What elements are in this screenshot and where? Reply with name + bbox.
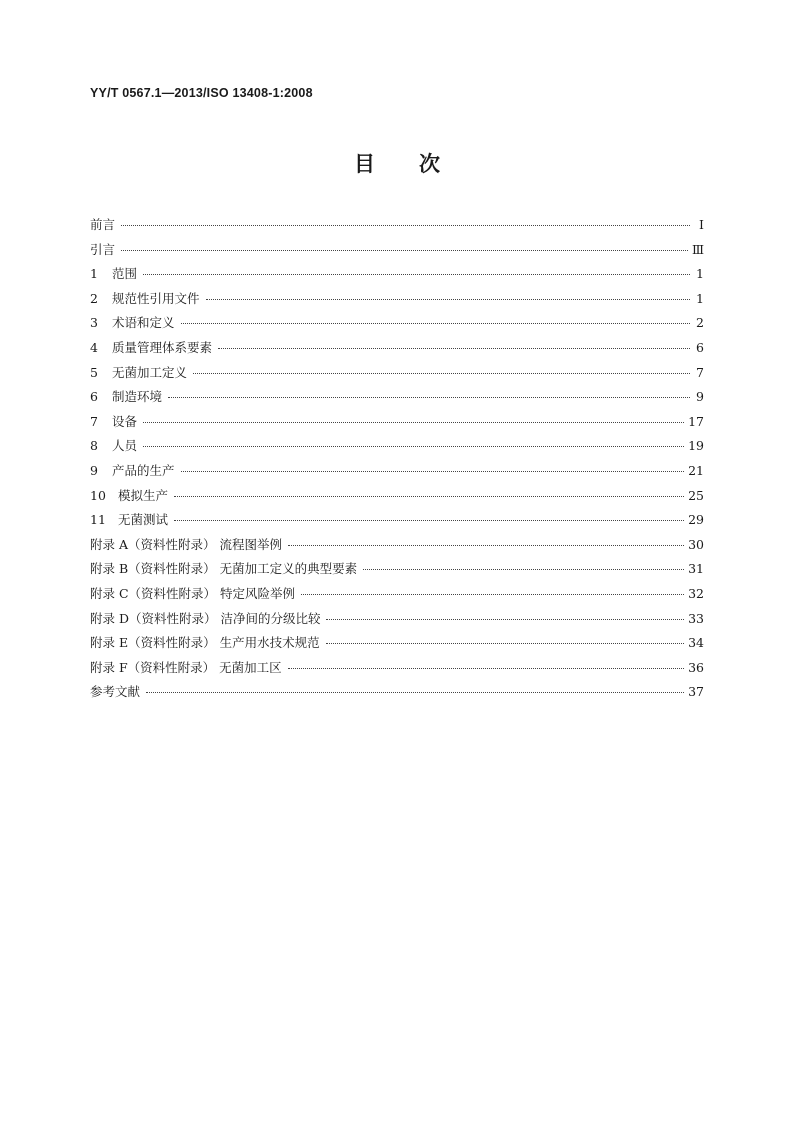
toc-entry-page: 34 <box>688 635 704 651</box>
toc-entry-number: 6 <box>90 389 98 405</box>
toc-leader-dots <box>218 347 690 349</box>
toc-entry-label <box>90 584 295 602</box>
toc-entry-title: 附录 C（资料性附录） 特定风险举例 <box>90 585 296 601</box>
toc-leader-dots <box>143 421 684 423</box>
toc-entry-title: 引言 <box>90 241 116 257</box>
toc-entry-page: 37 <box>688 684 704 700</box>
toc-entry-label <box>90 510 168 528</box>
toc-entry-label <box>90 609 320 627</box>
toc-entry-label <box>90 387 162 405</box>
toc-entry[interactable] <box>90 633 704 658</box>
toc-leader-dots <box>288 544 684 546</box>
toc-entry[interactable] <box>90 313 704 338</box>
toc-entry[interactable] <box>90 461 704 486</box>
toc-entry-number: 3 <box>90 315 98 331</box>
toc-entry-label <box>90 412 137 430</box>
toc-entry-title: 人员 <box>112 438 138 454</box>
toc-entry-page: 29 <box>688 512 704 528</box>
toc-entry[interactable] <box>90 215 704 240</box>
toc-entry[interactable] <box>90 584 704 609</box>
toc-entry[interactable] <box>90 559 704 584</box>
toc-entry-title: 无菌加工定义 <box>112 364 188 380</box>
toc-leader-dots <box>301 593 684 595</box>
toc-entry-title: 附录 B（资料性附录） 无菌加工定义的典型要素 <box>90 561 358 577</box>
toc-leader-dots <box>326 642 685 644</box>
toc-entry-label <box>90 559 357 577</box>
toc-entry-label <box>90 363 187 381</box>
toc-title-part1: 目 <box>354 152 375 176</box>
toc-entry-label <box>90 338 212 356</box>
toc-entry[interactable] <box>90 240 704 265</box>
toc-leader-dots <box>193 372 690 374</box>
toc-entry-page: 9 <box>696 389 704 405</box>
toc-entry-title: 模拟生产 <box>118 487 169 503</box>
toc-entry[interactable] <box>90 264 704 289</box>
toc-entry[interactable] <box>90 436 704 461</box>
toc-entry[interactable] <box>90 535 704 560</box>
toc-entry-number: 11 <box>90 512 106 528</box>
toc-entry[interactable] <box>90 682 704 707</box>
toc-entry-label <box>90 289 200 307</box>
toc-entry-title: 附录 F（资料性附录） 无菌加工区 <box>90 659 282 675</box>
toc-entry-page: Ⅰ <box>699 217 704 232</box>
toc-entry-number: 2 <box>90 290 98 306</box>
toc-entry-number: 10 <box>90 487 106 503</box>
toc-list <box>90 215 704 707</box>
toc-entry-title: 规范性引用文件 <box>112 290 200 306</box>
toc-leader-dots <box>121 249 688 251</box>
toc-entry-page: 31 <box>688 561 704 577</box>
toc-entry[interactable] <box>90 412 704 437</box>
toc-entry-title: 术语和定义 <box>112 315 175 331</box>
toc-entry-page: 6 <box>696 339 704 355</box>
toc-entry-page: 21 <box>688 462 704 478</box>
toc-title-part2: 次 <box>419 152 440 176</box>
toc-entry-page: 32 <box>688 585 704 601</box>
toc-leader-dots <box>174 495 684 497</box>
toc-entry-title: 制造环境 <box>112 389 163 405</box>
toc-entry-title: 质量管理体系要素 <box>112 339 213 355</box>
toc-entry-title: 附录 E（资料性附录） 生产用水技术规范 <box>90 635 320 651</box>
toc-entry-label <box>90 461 175 479</box>
toc-entry-label <box>90 658 282 676</box>
toc-leader-dots <box>326 618 684 620</box>
toc-entry[interactable] <box>90 338 704 363</box>
toc-entry-title: 范围 <box>112 266 138 282</box>
toc-entry-page: 1 <box>696 290 704 306</box>
toc-entry-page: 36 <box>688 659 704 675</box>
toc-entry-title: 无菌测试 <box>118 512 169 528</box>
toc-leader-dots <box>146 691 684 693</box>
toc-entry-page: 25 <box>688 487 704 503</box>
toc-entry-page: 2 <box>696 315 704 331</box>
toc-entry-page: 1 <box>696 266 704 282</box>
toc-entry-page: 7 <box>696 364 704 380</box>
toc-leader-dots <box>206 298 690 300</box>
toc-entry-label <box>90 633 320 651</box>
toc-leader-dots <box>121 224 690 226</box>
toc-entry-number: 7 <box>90 413 98 429</box>
toc-entry[interactable] <box>90 510 704 535</box>
toc-title <box>0 148 794 178</box>
toc-entry-number: 9 <box>90 462 98 478</box>
toc-entry[interactable] <box>90 609 704 634</box>
toc-entry-label <box>90 264 137 282</box>
toc-entry-number: 8 <box>90 438 98 454</box>
toc-entry-page: 30 <box>688 536 704 552</box>
toc-entry-page: Ⅲ <box>691 241 704 257</box>
toc-leader-dots <box>181 322 690 324</box>
toc-entry[interactable] <box>90 658 704 683</box>
toc-entry-title: 附录 A（资料性附录） 流程图举例 <box>90 536 282 552</box>
toc-entry-label <box>90 313 175 331</box>
toc-entry-label <box>90 436 137 454</box>
toc-leader-dots <box>143 445 684 447</box>
toc-entry[interactable] <box>90 289 704 314</box>
toc-entry-label <box>90 486 168 504</box>
toc-entry-number: 1 <box>90 266 98 282</box>
toc-entry[interactable] <box>90 363 704 388</box>
toc-entry-label <box>90 682 140 700</box>
toc-entry-title: 设备 <box>112 413 138 429</box>
toc-entry-title: 产品的生产 <box>112 462 175 478</box>
toc-entry-label <box>90 535 282 553</box>
toc-leader-dots <box>181 470 685 472</box>
toc-entry-page: 17 <box>688 413 704 429</box>
toc-entry-number: 4 <box>90 339 98 355</box>
toc-leader-dots <box>288 667 684 669</box>
toc-leader-dots <box>363 568 684 570</box>
document-code: YY/T 0567.1—2013/ISO 13408-1:2008 <box>90 86 313 100</box>
toc-entry[interactable] <box>90 486 704 511</box>
toc-entry-title: 附录 D（资料性附录） 洁净间的分级比较 <box>90 610 321 626</box>
toc-entry[interactable] <box>90 387 704 412</box>
toc-entry-title: 前言 <box>90 217 116 232</box>
toc-entry-page: 33 <box>688 610 704 626</box>
toc-leader-dots <box>168 396 690 398</box>
toc-leader-dots <box>143 273 690 275</box>
toc-entry-page: 19 <box>688 438 704 454</box>
toc-leader-dots <box>174 519 684 521</box>
toc-entry-label <box>90 215 115 233</box>
toc-entry-label <box>90 240 115 258</box>
toc-entry-number: 5 <box>90 364 98 380</box>
toc-entry-title: 参考文献 <box>90 684 141 700</box>
